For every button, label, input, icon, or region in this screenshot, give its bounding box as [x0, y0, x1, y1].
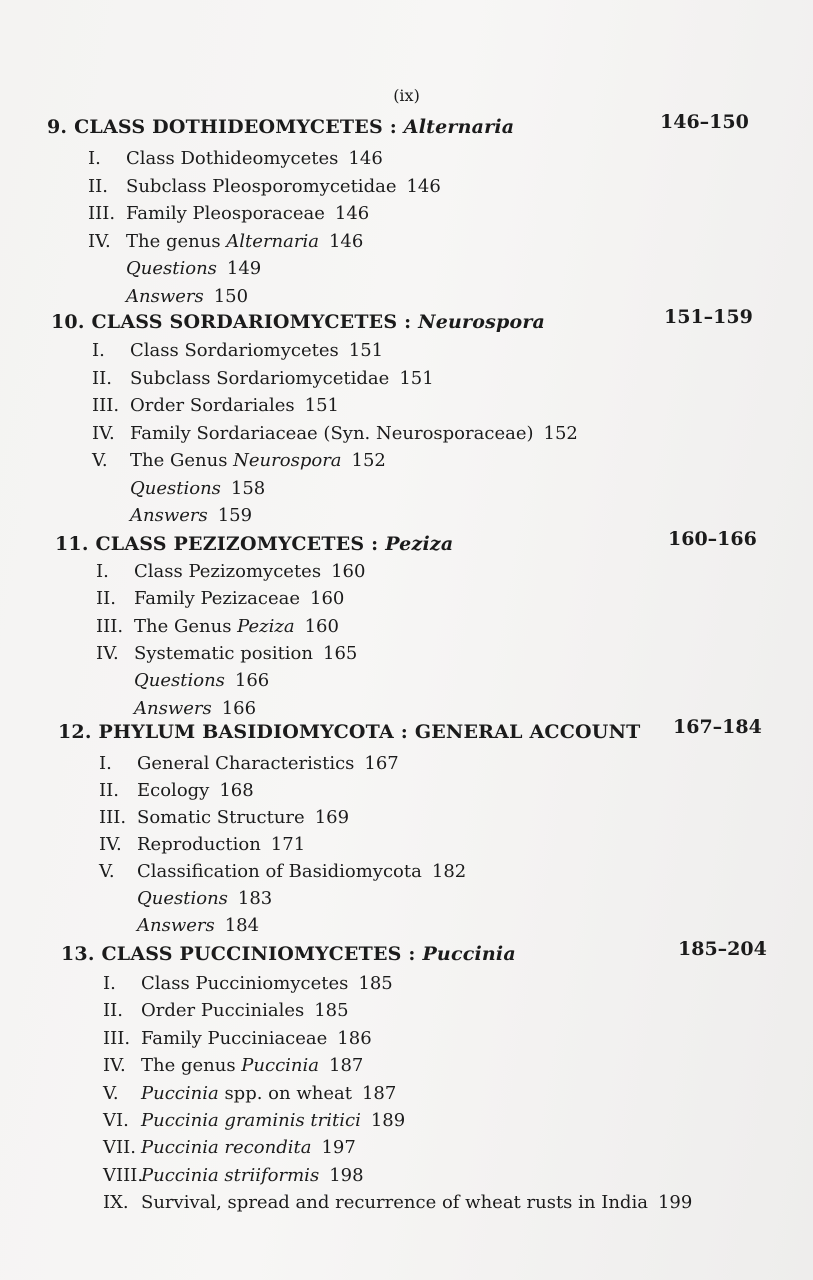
entry-number: V. — [92, 450, 108, 471]
entry-page: 151 — [348, 340, 384, 361]
chapter-name: PHYLUM BASIDIOMYCOTA — [98, 721, 394, 743]
chapter-number: 11. — [55, 533, 89, 555]
entry-page: 160 — [304, 615, 339, 637]
entry-page: 185 — [358, 973, 393, 994]
chapter-genus: Alternaria — [403, 116, 515, 138]
entry-title-text: Class Pucciniomycetes — [141, 973, 349, 994]
entry-number: I. — [103, 973, 116, 994]
toc-entry — [103, 1110, 405, 1131]
entry-title — [126, 176, 396, 197]
entry-page: 182 — [431, 861, 467, 882]
questions-label: Questions — [126, 258, 217, 279]
answers-label: Answers — [137, 915, 215, 936]
entry-page: 187 — [361, 1082, 397, 1104]
entry-title — [137, 780, 209, 801]
entry-page: 146 — [334, 203, 370, 224]
entry-title-text: Systematic position — [134, 642, 313, 664]
toc-entry — [96, 561, 365, 582]
entry-number: IV. — [88, 230, 111, 252]
toc-entry — [99, 861, 466, 882]
entry-title — [130, 368, 389, 389]
entry-number: III. — [88, 203, 116, 224]
entry-title-italic: Puccinia striiformis — [141, 1164, 320, 1186]
toc-entry — [103, 1137, 356, 1158]
entry-number: II. — [103, 1000, 123, 1022]
toc-entry — [103, 1028, 372, 1049]
entry-page: 152 — [543, 422, 578, 444]
entry-title-text: Class Sordariomycetes — [130, 340, 339, 361]
entry-title-text: Subclass Pleosporomycetidae — [126, 175, 397, 197]
questions-page: 183 — [237, 888, 273, 909]
answers-entry — [130, 505, 252, 526]
entry-title — [141, 1192, 648, 1213]
entry-page: 151 — [399, 367, 434, 389]
toc-entry — [88, 231, 363, 252]
chapter-page-range: 151–159 — [664, 306, 753, 328]
chapter-12 — [0, 716, 813, 751]
chapter-10 — [0, 306, 813, 341]
entry-title-text: Ecology — [137, 780, 210, 801]
chapter-number: 12. — [58, 721, 92, 743]
entry-page: 199 — [657, 1192, 693, 1214]
answers-page: 150 — [213, 285, 249, 307]
entry-title-text: Family Sordariaceae (Syn. Neurosporaceae) — [130, 422, 534, 444]
entry-title — [137, 753, 354, 774]
chapter-number: 13. — [61, 943, 95, 965]
toc-entry — [103, 1165, 364, 1186]
entry-title — [141, 1137, 311, 1158]
questions-entry — [134, 670, 269, 691]
entry-title-italic: Peziza — [237, 615, 295, 637]
entry-title-text: Survival, spread and recurrence of wheat rusts in India — [141, 1192, 648, 1214]
entry-page: 169 — [314, 807, 350, 828]
entry-page: 168 — [219, 780, 254, 801]
entry-title-italic: Puccinia graminis tritici — [141, 1110, 361, 1131]
entry-title-suffix: spp. on wheat — [218, 1082, 352, 1104]
chapter-genus: Neurospora — [418, 311, 546, 333]
entry-title — [134, 588, 300, 609]
toc-entry — [99, 780, 254, 801]
entry-number: I. — [92, 340, 105, 361]
entry-page: 171 — [270, 834, 306, 855]
entry-number: III. — [103, 1027, 131, 1049]
toc-entry — [92, 395, 339, 416]
entry-title — [137, 861, 422, 882]
chapter-name: CLASS SORDARIOMYCETES — [91, 311, 398, 333]
entry-title — [134, 643, 313, 664]
entry-page: 160 — [310, 588, 345, 610]
entry-title-text: Classification of Basidiomycota — [137, 861, 422, 882]
entry-number: I. — [99, 753, 112, 774]
entry-title — [141, 1165, 319, 1186]
chapter-title — [55, 533, 453, 555]
entry-title — [137, 834, 261, 855]
chapter-title — [51, 311, 545, 333]
chapter-title — [58, 721, 641, 743]
entry-title-text: The genus — [126, 230, 227, 252]
entry-title — [141, 1083, 352, 1104]
toc-entry — [92, 423, 578, 444]
entry-title — [134, 616, 295, 637]
entry-number: VIII. — [103, 1164, 144, 1186]
questions-label: Questions — [130, 477, 221, 499]
entry-page: 186 — [337, 1027, 372, 1049]
entry-title-text: Family Pleosporaceae — [126, 203, 325, 224]
answers-page: 166 — [221, 697, 257, 719]
entry-page: 165 — [323, 642, 358, 664]
entry-title — [141, 973, 348, 994]
entry-title-text: The Genus — [134, 615, 238, 637]
entry-title — [126, 203, 325, 224]
toc-entry — [103, 1192, 692, 1213]
chapter-genus: Puccinia — [422, 943, 516, 965]
toc-entry — [96, 588, 344, 609]
entry-page: 187 — [329, 1055, 364, 1077]
chapter-page-range: 185–204 — [678, 938, 767, 960]
entry-number: III. — [96, 615, 124, 637]
entry-page: 151 — [304, 395, 339, 416]
answers-page: 159 — [217, 505, 253, 526]
entry-page: 189 — [370, 1110, 406, 1131]
entry-title-italic: Puccinia — [241, 1055, 320, 1077]
chapter-page-range: 146–150 — [660, 111, 749, 133]
questions-entry — [130, 478, 265, 499]
questions-entry — [126, 258, 261, 279]
questions-label: Questions — [137, 888, 228, 909]
entry-number: III. — [99, 807, 127, 828]
entry-number: III. — [92, 395, 120, 416]
entry-number: I. — [88, 148, 101, 169]
entry-title — [134, 561, 321, 582]
entry-title-text: Family Pezizaceae — [134, 588, 300, 610]
chapter-page-range: 167–184 — [673, 716, 762, 738]
entry-page: 185 — [314, 1000, 349, 1022]
chapter-11 — [0, 528, 813, 563]
title-separator: : — [389, 116, 397, 138]
entry-title-text: Reproduction — [137, 834, 261, 855]
chapter-name: CLASS PEZIZOMYCETES — [95, 533, 365, 555]
chapter-number: 10. — [51, 311, 85, 333]
entry-title — [126, 148, 338, 169]
chapter-13 — [0, 938, 813, 973]
entry-number: V. — [103, 1082, 119, 1104]
entry-number: IV. — [92, 422, 115, 444]
toc-entry — [99, 807, 349, 828]
title-separator: : — [408, 943, 416, 965]
entry-title-text: General Characteristics — [137, 753, 355, 774]
entry-number: II. — [99, 780, 119, 801]
questions-page: 158 — [230, 477, 266, 499]
entry-title-text: Subclass Sordariomycetidae — [130, 367, 390, 389]
entry-number: IV. — [99, 834, 122, 855]
toc-entry — [103, 973, 393, 994]
toc-entry — [103, 1083, 396, 1104]
entry-title-text: The genus — [141, 1055, 242, 1077]
answers-entry — [126, 286, 248, 307]
toc-entry — [103, 1055, 363, 1076]
title-separator: : — [400, 721, 408, 743]
chapter-name: CLASS PUCCINIOMYCETES — [101, 943, 402, 965]
toc-entry — [96, 643, 357, 664]
entry-title-text: Order Sordariales — [130, 395, 295, 416]
answers-label: Answers — [134, 697, 212, 719]
entry-number: IX. — [103, 1192, 129, 1214]
answers-label: Answers — [126, 285, 204, 307]
entry-page: 146 — [406, 175, 441, 197]
answers-entry — [134, 698, 256, 719]
toc-entry — [92, 368, 434, 389]
entry-title — [141, 1110, 361, 1131]
toc-entry — [103, 1000, 349, 1021]
entry-title — [130, 450, 342, 471]
toc-entry — [88, 203, 369, 224]
questions-label: Questions — [134, 670, 225, 692]
chapter-subtitle: GENERAL ACCOUNT — [414, 721, 641, 743]
entry-page: 146 — [328, 230, 364, 252]
entry-page: 160 — [331, 561, 366, 582]
questions-entry — [137, 888, 272, 909]
answers-label: Answers — [130, 505, 208, 526]
entry-title — [130, 340, 339, 361]
entry-title — [141, 1028, 327, 1049]
entry-number: II. — [92, 367, 112, 389]
questions-page: 149 — [226, 258, 262, 279]
entry-number: I. — [96, 561, 109, 582]
entry-title-italic: Puccinia recondita — [141, 1137, 312, 1159]
questions-page: 166 — [234, 670, 270, 692]
entry-number: II. — [96, 588, 116, 610]
entry-title-text: Order Pucciniales — [141, 1000, 305, 1022]
entry-number: II. — [88, 175, 108, 197]
entry-number: VII. — [103, 1137, 136, 1159]
answers-entry — [137, 915, 259, 936]
answers-page: 184 — [224, 915, 260, 936]
title-separator: : — [371, 533, 379, 555]
entry-title-italic: Alternaria — [226, 230, 319, 252]
toc-entry — [92, 450, 386, 471]
entry-title-text: Class Dothideomycetes — [126, 148, 339, 169]
toc-entry — [88, 148, 383, 169]
entry-title-text: Class Pezizomycetes — [134, 561, 322, 582]
entry-number: V. — [99, 861, 115, 882]
entry-title-italic: Puccinia — [141, 1082, 219, 1104]
page-number: (ix) — [393, 86, 420, 105]
entry-title — [137, 807, 305, 828]
chapter-title — [47, 116, 514, 138]
chapter-genus: Peziza — [385, 533, 454, 555]
entry-number: VI. — [103, 1110, 129, 1131]
toc-entry — [88, 176, 441, 197]
chapter-9 — [0, 111, 813, 146]
entry-page: 198 — [329, 1164, 364, 1186]
entry-title-text: Somatic Structure — [137, 807, 305, 828]
chapter-name: CLASS DOTHIDEOMYCETES — [74, 116, 383, 138]
entry-page: 167 — [364, 753, 399, 774]
toc-entry — [96, 616, 339, 637]
entry-title — [130, 423, 534, 444]
title-separator: : — [404, 311, 412, 333]
entry-page: 152 — [351, 450, 386, 471]
chapter-title — [61, 943, 516, 965]
entry-title — [130, 395, 295, 416]
chapter-number: 9. — [47, 116, 68, 138]
entry-page: 197 — [321, 1137, 356, 1159]
entry-title-italic: Neurospora — [233, 450, 342, 471]
entry-number: IV. — [96, 642, 119, 664]
entry-title — [126, 231, 319, 252]
entry-title-text: Family Pucciniaceae — [141, 1027, 328, 1049]
chapter-page-range: 160–166 — [668, 528, 757, 550]
entry-title-text: The Genus — [130, 450, 234, 471]
entry-title — [141, 1000, 304, 1021]
entry-title — [141, 1055, 319, 1076]
entry-page: 146 — [348, 148, 383, 169]
entry-number: IV. — [103, 1055, 126, 1077]
toc-entry — [99, 834, 305, 855]
toc-entry — [99, 753, 399, 774]
toc-entry — [92, 340, 383, 361]
